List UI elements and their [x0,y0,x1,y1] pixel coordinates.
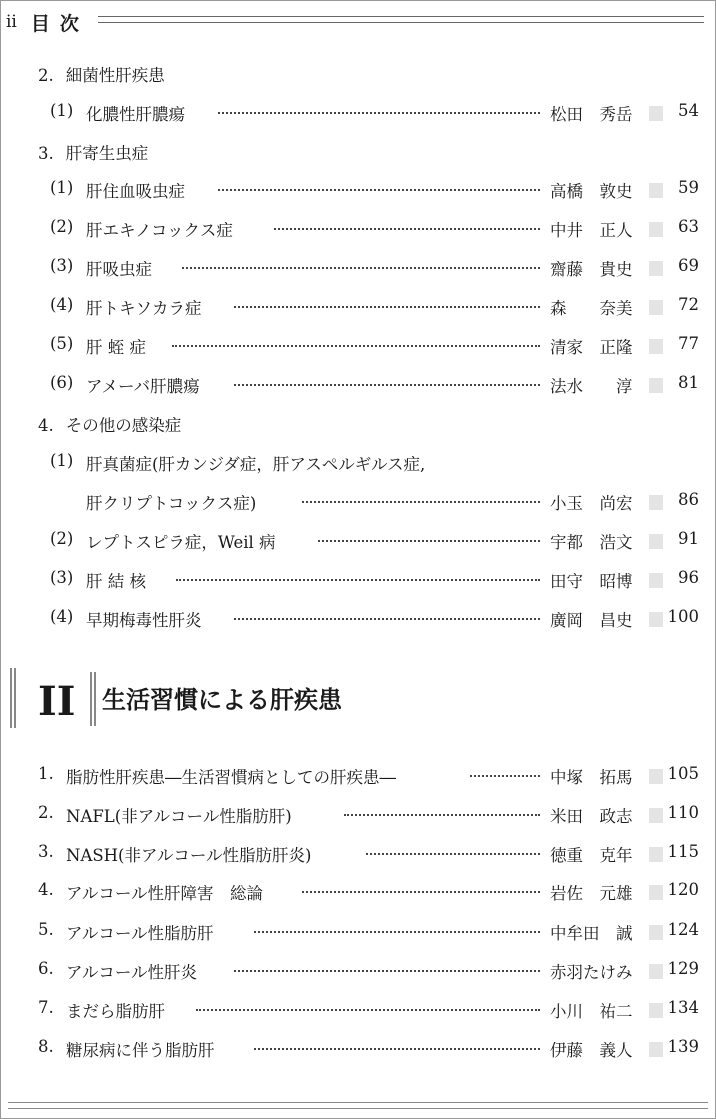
toc-entry [0,252,716,282]
toc-entry-title: アルコール性肝炎 [66,963,198,982]
toc-entry-title: 早期梅毒性肝炎 [86,611,202,630]
toc-entry-number: 6. [38,959,54,978]
running-header [6,10,89,34]
toc-entry-author: 松田 秀岳 [550,105,633,124]
toc-entry-number: (3) [50,256,74,275]
page-marker [649,964,663,979]
leader-dots [302,891,540,893]
toc-entry-title: 化膿性肝膿瘍 [86,105,185,124]
toc-entry-title: 肝真菌症(肝カンジダ症，肝アスペルギルス症, [86,455,426,474]
toc-entry-title: まだら脂肪肝 [66,1002,165,1021]
page-marker [649,1042,663,1057]
toc-entry [0,916,716,946]
page-marker [649,769,663,784]
leader-dots [274,228,540,230]
toc-entry [0,174,716,204]
toc-category [38,62,165,86]
page-marker [649,222,663,237]
toc-entry [0,1033,716,1063]
page-marker [649,573,663,588]
toc-entry-page: 115 [667,842,699,861]
toc-entry-number: 2. [38,803,54,822]
toc-entry [0,330,716,360]
toc-entry-number: (1) [50,178,74,197]
page-marker [649,495,663,510]
toc-entry-number: (1) [50,451,74,470]
toc-entry-author: 高橋 敦史 [550,182,633,201]
toc-entry [0,213,716,243]
toc-entry [0,564,716,594]
toc-entry-title: 肝 結 核 [86,572,146,591]
leader-dots [234,384,540,386]
toc-entry-title: NAFL(非アルコール性脂肪肝) [66,807,292,826]
leader-dots [218,189,540,191]
toc-entry-author: 法水 淳 [550,377,633,396]
toc-entry-number: (6) [50,373,74,392]
toc-entry-title: 肝クリプトコックス症) [86,494,257,513]
toc-entry-title: 糖尿病に伴う脂肪肝 [66,1041,215,1060]
toc-entry-page: 69 [678,256,699,275]
toc-entry-number: (3) [50,568,74,587]
toc-entry-title: 肝住血吸虫症 [86,182,185,201]
toc-entry-page: 77 [678,334,699,353]
leader-dots [254,931,540,933]
toc-entry-title: レプトスピラ症，Weil 病 [86,533,276,552]
toc-entry-number: 3. [38,842,54,861]
page-marker [649,885,663,900]
leader-dots [318,540,540,542]
page-marker [649,808,663,823]
toc-entry [0,876,716,906]
toc-entry-number: 5. [38,920,54,939]
toc-category-title: その他の感染症 [65,416,182,435]
toc-entry-number: 8. [38,1037,54,1056]
leader-dots [366,853,540,855]
toc-entry-number: (5) [50,334,74,353]
toc-category-title: 肝寄生虫症 [65,144,149,163]
toc-entry-author: 中井 正人 [550,221,633,240]
toc-entry-title: 肝 蛭 症 [86,338,146,357]
leader-dots [302,501,540,503]
footer-rule [8,1102,708,1109]
leader-dots [470,775,540,777]
toc-entry-page: 72 [678,295,699,314]
toc-entry-author: 中牟田 誠 [550,924,633,943]
page-marker [649,183,663,198]
part-bar-mid [90,672,92,726]
toc-entry [0,486,716,516]
page-marker [649,378,663,393]
part-title: 生活習慣による肝疾患 [102,686,342,714]
toc-entry-line [0,447,716,477]
toc-entry [0,97,716,127]
part-bar-left-inner [14,668,16,728]
toc-entry-author: 森 奈美 [550,299,633,318]
toc-entry [0,291,716,321]
toc-entry-title: 肝エキノコックス症 [86,221,233,240]
toc-entry-author: 齋藤 貴史 [550,260,633,279]
toc-entry-page: 105 [667,764,699,783]
toc-entry-page: 54 [678,101,699,120]
leader-dots [218,112,540,114]
leader-dots [182,267,540,269]
toc-entry-page: 120 [667,880,699,899]
toc-entry-author: 宇都 浩文 [550,533,633,552]
toc-category [38,140,148,164]
toc-entry [0,760,716,790]
toc-entry-title: アルコール性脂肪肝 [66,924,214,943]
toc-entry-title: 肝トキソカラ症 [86,299,202,318]
toc-entry-number: 1. [38,764,54,783]
leader-dots [344,814,540,816]
leader-dots [176,579,540,581]
toc-entry-author: 清家 正隆 [550,338,633,357]
header-rule [98,16,704,23]
part-bar-left [10,668,12,728]
page-marker [649,847,663,862]
toc-entry-number: (2) [50,217,74,236]
toc-entry-author: 小川 祐二 [550,1002,633,1021]
toc-entry-page: 91 [678,529,699,548]
page-marker [649,300,663,315]
toc-entry-author: 田守 昭博 [550,572,633,591]
toc-category [38,412,181,436]
toc-entry-author: 岩佐 元雄 [550,884,633,903]
toc-entry-author: 廣岡 昌史 [550,611,633,630]
toc-entry-page: 63 [678,217,699,236]
toc-entry-title: 肝吸虫症 [86,260,152,279]
page-marker [649,1003,663,1018]
toc-entry-author: 小玉 尚宏 [550,494,633,513]
toc-entry-author: 米田 政志 [550,807,633,826]
toc-entry-number: 4. [38,880,54,899]
toc-entry-page: 110 [667,803,699,822]
toc-entry-author: 徳重 克年 [550,846,633,865]
toc-entry-title: アメーバ肝膿瘍 [86,377,200,396]
leader-dots [254,1048,540,1050]
toc-entry-page: 100 [667,607,699,626]
leader-dots [234,618,540,620]
toc-entry [0,369,716,399]
toc-category-number: 3. [38,144,54,163]
part-bar-mid-inner [94,672,96,726]
toc-entry-title: アルコール性肝障害 総論 [66,884,264,903]
toc-entry-page: 124 [667,920,699,939]
toc-entry-page: 134 [667,998,699,1017]
toc-entry-author: 伊藤 義人 [550,1041,633,1060]
page-marker [649,106,663,121]
toc-entry-number: (4) [50,607,74,626]
toc-entry-title: NASH(非アルコール性脂肪肝炎) [66,846,312,865]
leader-dots [234,306,540,308]
toc-entry-number: 7. [38,998,54,1017]
toc-entry [0,955,716,985]
toc-entry [0,838,716,868]
toc-entry-number: (2) [50,529,74,548]
toc-entry-number: (4) [50,295,74,314]
toc-entry-page: 139 [667,1037,699,1056]
toc-entry-page: 129 [667,959,699,978]
toc-entry-number: (1) [50,101,74,120]
toc-entry [0,603,716,633]
toc-entry [0,994,716,1024]
toc-entry-author: 赤羽たけみ [550,963,633,982]
leader-dots [196,1009,540,1011]
page-marker [649,339,663,354]
toc-entry [0,525,716,555]
part-number: II [38,678,76,725]
page-number: ii [6,12,17,32]
toc-entry-page: 86 [678,490,699,509]
toc-category-number: 2. [38,66,54,85]
toc-entry [0,799,716,829]
toc-category-number: 4. [38,416,54,435]
page-marker [649,534,663,549]
page-marker [649,261,663,276]
page-marker [649,925,663,940]
toc-entry-author: 中塚 拓馬 [550,768,633,787]
page-title: 目次 [30,12,89,35]
leader-dots [172,345,540,347]
leader-dots [234,970,540,972]
page-marker [649,612,663,627]
toc-entry-page: 81 [678,373,699,392]
toc-entry-title: 脂肪性肝疾患―生活習慣病としての肝疾患― [66,768,396,787]
toc-entry-page: 96 [678,568,699,587]
toc-entry-page: 59 [678,178,699,197]
toc-category-title: 細菌性肝疾患 [65,66,165,85]
